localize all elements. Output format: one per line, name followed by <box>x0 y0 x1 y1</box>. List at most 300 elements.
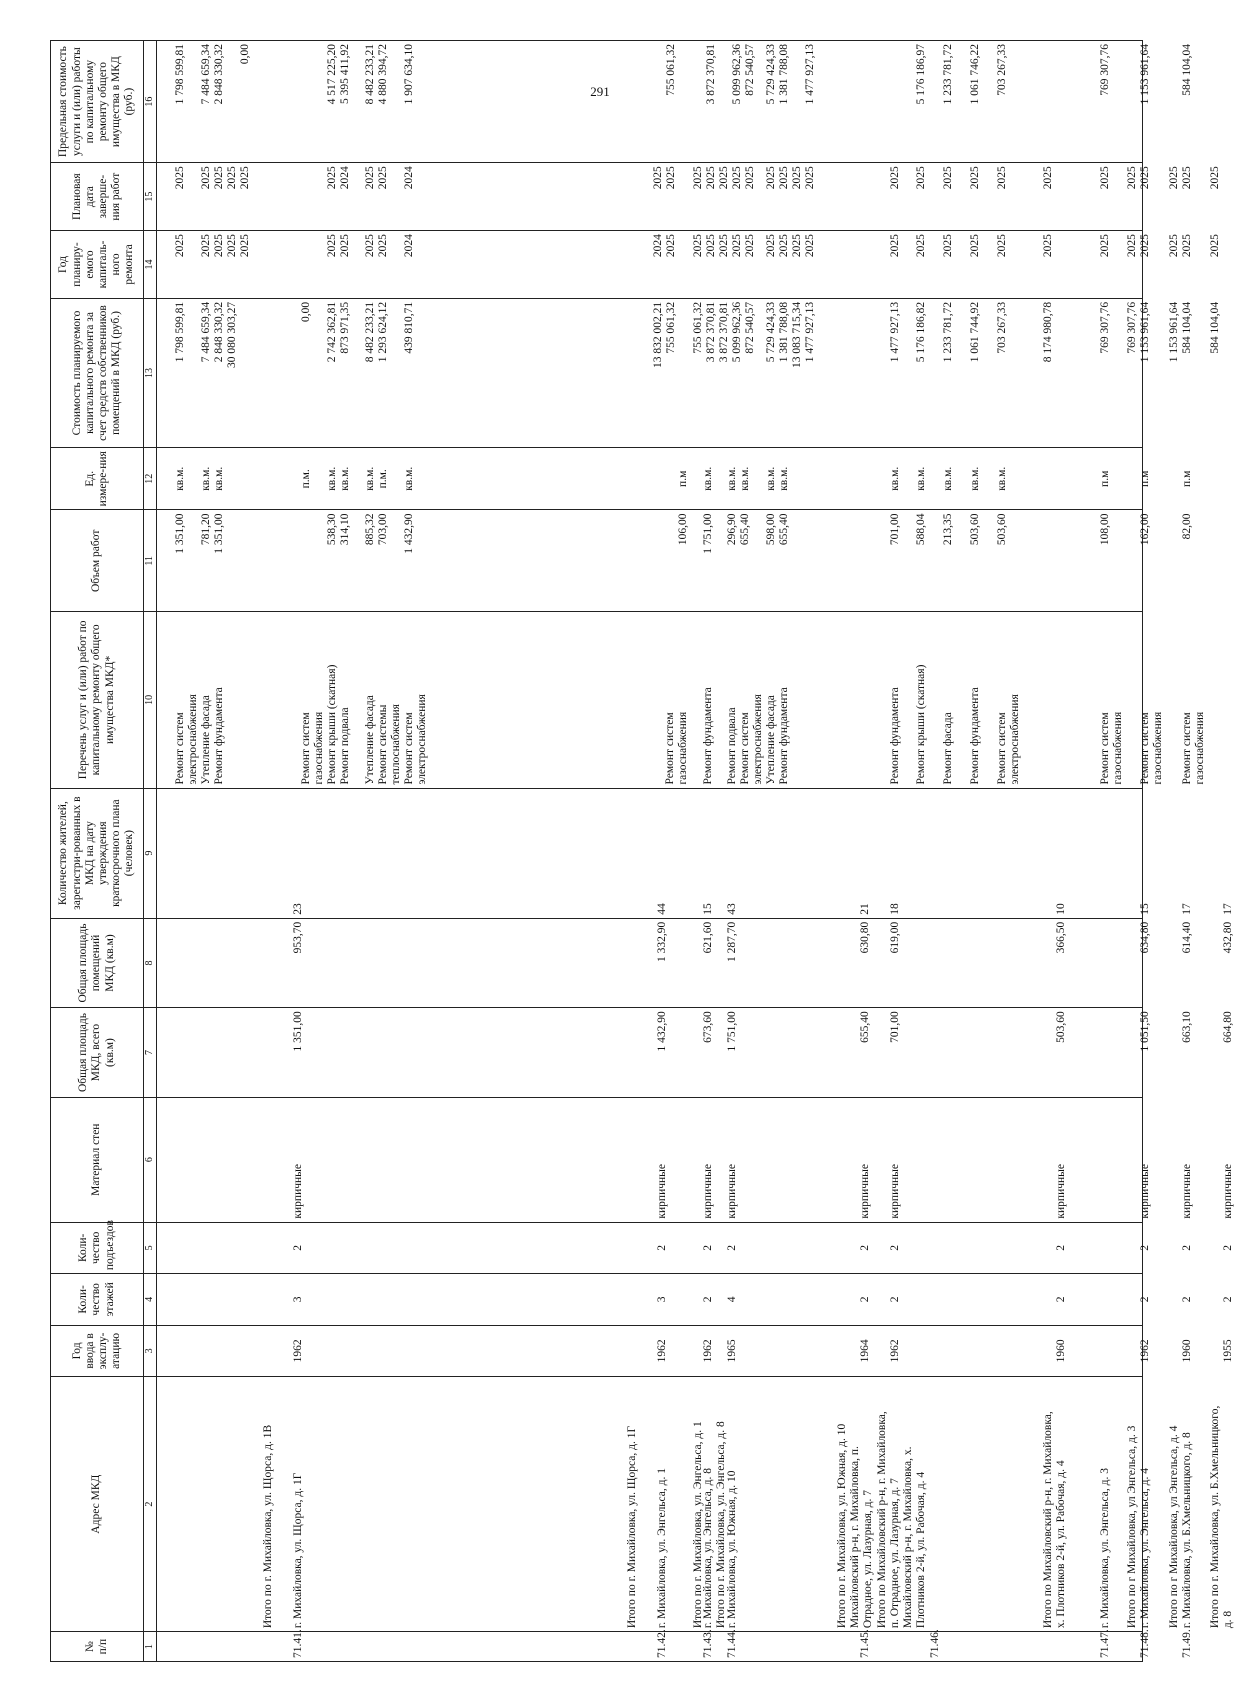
c8-line: 1 332,90 <box>656 921 668 962</box>
c16-line: 584 104,04 <box>1181 44 1193 96</box>
c9-line: 23 <box>292 903 304 915</box>
c2-line: Итого по г Михайловка, ул Энгельса, д. 4 <box>1168 1425 1180 1629</box>
c12-line: кв.м. <box>726 466 738 491</box>
c2-line: Итого по г Михайловка, ул Энгельса, д. 3 <box>1126 1425 1138 1629</box>
c14-line: 2025 <box>1168 234 1180 258</box>
c11-line: 108,00 <box>1099 513 1111 546</box>
c11-line: 1 351,00 <box>174 513 186 554</box>
c9-line: 17 <box>1181 903 1193 915</box>
c10-line: Ремонт систем <box>1099 712 1111 785</box>
table-body-row <box>157 41 1143 1662</box>
c2-line: г. Михайловка, ул. Б.Хмельницкого, д. 8 <box>1181 1432 1193 1629</box>
c7-line: 1 432,90 <box>656 1011 668 1052</box>
column-number: 15 <box>144 163 157 231</box>
c14-line: 2025 <box>364 234 376 258</box>
c11-line: 296,90 <box>726 513 738 546</box>
c16-line: 4 880 394,72 <box>377 44 389 105</box>
column-number: 10 <box>144 612 157 788</box>
c8-line: 634,80 <box>1139 921 1151 954</box>
c1-line: 71.43. <box>702 1629 714 1658</box>
column-number: 5 <box>144 1222 157 1274</box>
c12-line: кв.м. <box>174 466 186 491</box>
c7-line: 655,40 <box>859 1011 871 1043</box>
c10-line: электроснабжения <box>1009 694 1021 785</box>
c11-line: 655,40 <box>739 513 751 546</box>
c3-line: 1962 <box>889 1339 901 1363</box>
c12-line: п.м <box>677 470 689 487</box>
c7-line: 663,10 <box>1181 1011 1193 1043</box>
c11-line: 781,20 <box>200 513 212 546</box>
c2-line: г. Михайловка, ул. Щорса, д. 1Г <box>292 1472 304 1629</box>
c5-line: 2 <box>656 1244 668 1251</box>
c11-line: 82,00 <box>1181 513 1193 540</box>
c10-line: теплоснабжения <box>390 704 402 785</box>
c8-line: 1 287,70 <box>726 921 738 962</box>
c2-line: г. Михайловка, ул. Энгельса, д. 8 <box>702 1467 714 1629</box>
c5-line: 2 <box>726 1244 738 1251</box>
capital-repair-table <box>50 40 1234 1662</box>
col-wall-material-cell <box>157 1097 1234 1222</box>
c14-line: 2025 <box>174 234 186 258</box>
c15-line: 2025 <box>364 166 376 190</box>
c13-line: 2 848 330,32 <box>213 301 225 363</box>
c16-line: 0,00 <box>239 44 251 65</box>
header-cell: Плановая дата заверше-ния работ <box>51 163 144 231</box>
c10-line: электроснабжения <box>416 694 428 785</box>
c4-line: 2 <box>859 1296 871 1303</box>
c11-line: 1 751,00 <box>702 513 714 554</box>
c14-line: 2025 <box>326 234 338 258</box>
c14-line: 2025 <box>942 234 954 258</box>
c14-line: 2025 <box>778 234 790 258</box>
c6-line: кирпичные <box>889 1163 901 1219</box>
c6-line: кирпичные <box>859 1163 871 1219</box>
c6-line: кирпичные <box>1055 1163 1067 1219</box>
c14-line: 2025 <box>718 234 730 258</box>
c6-line: кирпичные <box>702 1163 714 1219</box>
c15-line: 2025 <box>1181 166 1193 190</box>
c12-line: п.м <box>1181 470 1193 487</box>
c9-line: 10 <box>1055 903 1067 915</box>
column-number: 16 <box>144 41 157 163</box>
c1-line: 71.48. <box>1139 1629 1151 1658</box>
c15-line: 2025 <box>377 166 389 190</box>
column-number: 13 <box>144 298 157 447</box>
c16-line: 5 729 424,33 <box>765 44 777 105</box>
c13-line: 1 293 624,12 <box>377 301 389 363</box>
c9-line: 15 <box>702 903 714 915</box>
c4-line: 4 <box>726 1296 738 1303</box>
c10-line: Ремонт систем <box>403 712 415 785</box>
c15-line: 2025 <box>731 166 743 190</box>
c11-line: 1 351,00 <box>213 513 225 554</box>
c13-line: 8 482 233,21 <box>364 301 376 363</box>
c14-line: 2025 <box>1126 234 1138 258</box>
c15-line: 2025 <box>791 166 803 190</box>
c2-line: Отрадное, ул. Лазурная, д. 7 <box>862 1490 874 1629</box>
c3-line: 1965 <box>726 1339 738 1363</box>
c7-line: 664,80 <box>1222 1011 1234 1043</box>
c10-line: Ремонт систем <box>996 712 1008 785</box>
c15-line: 2025 <box>1139 166 1151 190</box>
c10-line: электроснабжения <box>187 694 199 785</box>
c9-line: 44 <box>656 903 668 915</box>
c8-line: 432,80 <box>1222 921 1234 954</box>
c9-line: 15 <box>1139 903 1151 915</box>
c10-line: Ремонт систем <box>664 712 676 785</box>
column-number: 8 <box>144 918 157 1008</box>
c12-line: кв.м. <box>969 466 981 491</box>
c1-line: 71.41. <box>292 1629 304 1658</box>
c12-line: кв.м. <box>364 466 376 491</box>
c11-line: 655,40 <box>778 513 790 546</box>
col-entrances-cell <box>157 1222 1234 1274</box>
c14-line: 2025 <box>791 234 803 258</box>
c14-line: 2025 <box>1042 234 1054 258</box>
c1-line: 71.45. <box>859 1629 871 1658</box>
c11-line: 703,00 <box>377 513 389 546</box>
column-number: 11 <box>144 510 157 612</box>
c12-line: кв.м. <box>213 466 225 491</box>
col-address-cell <box>157 1377 1234 1632</box>
c2-line: Итого по Михайловский р-н, г. Михайловка, <box>876 1411 888 1629</box>
c4-line: 2 <box>1222 1296 1234 1303</box>
c9-line: 43 <box>726 903 738 915</box>
c16-line: 4 517 225,20 <box>326 44 338 105</box>
c14-line: 2025 <box>744 234 756 258</box>
c15-line: 2025 <box>765 166 777 190</box>
c7-line: 1 751,00 <box>726 1011 738 1052</box>
c12-line: кв.м. <box>765 466 777 491</box>
c15-line: 2025 <box>889 166 901 190</box>
c14-line: 2025 <box>226 234 238 258</box>
c13-line: 1 381 788,08 <box>778 301 790 363</box>
c12-line: кв.м. <box>996 466 1008 491</box>
c6-line: кирпичные <box>656 1163 668 1219</box>
c2-line: Итого по Михайловский р-н, г. Михайловка, <box>1042 1411 1054 1629</box>
c15-line: 2025 <box>326 166 338 190</box>
c16-line: 1 381 788,08 <box>778 44 790 105</box>
c5-line: 2 <box>1181 1244 1193 1251</box>
c15-line: 2025 <box>778 166 790 190</box>
column-number: 7 <box>144 1008 157 1098</box>
c1-line: 71.47. <box>1099 1629 1111 1658</box>
c2-line: г. Михайловка, ул. Южная, д. 10 <box>726 1470 738 1629</box>
c2-line: Итого по г. Михайловка, ул. Энгельса, д. 8 <box>715 1421 727 1629</box>
c7-line: 1 051,50 <box>1139 1011 1151 1052</box>
c3-line: 1960 <box>1055 1339 1067 1363</box>
c13-line: 13 083 715,34 <box>791 301 803 368</box>
c3-line: 1962 <box>702 1339 714 1363</box>
c2-line: п. Отрадное, ул. Лазурная, д. 7 <box>889 1478 901 1629</box>
c4-line: 2 <box>1181 1296 1193 1303</box>
c7-line: 503,60 <box>1055 1011 1067 1043</box>
c10-line: Ремонт крыши (скатная) <box>326 664 338 785</box>
c10-line: Ремонт фундамента <box>889 687 901 785</box>
c14-line: 2025 <box>239 234 251 258</box>
c4-line: 3 <box>656 1296 668 1303</box>
col-cost-cell <box>157 298 1221 447</box>
c11-line: 162,00 <box>1139 513 1151 546</box>
c9-line: 21 <box>859 903 871 915</box>
column-number: 1 <box>144 1632 157 1662</box>
column-number-row <box>144 41 157 1662</box>
c15-line: 2025 <box>665 166 677 190</box>
c10-line: Ремонт системы <box>377 704 389 785</box>
c10-line: Ремонт подвала <box>339 707 351 785</box>
col-number-cell <box>157 1629 1193 1662</box>
c10-line: газоснабжения <box>1112 711 1124 785</box>
header-cell: № п/п <box>51 1632 144 1662</box>
c13-line: 1 477 927,13 <box>804 301 816 363</box>
column-number: 3 <box>144 1325 157 1377</box>
c13-line: 873 971,35 <box>339 301 351 354</box>
c12-line: п.м <box>1139 470 1151 487</box>
c12-line: кв.м. <box>778 466 790 491</box>
c13-line: 584 104,04 <box>1209 301 1221 354</box>
c11-line: 1 432,90 <box>403 513 415 554</box>
c15-line: 2025 <box>174 166 186 190</box>
c10-line: газоснабжения <box>677 711 689 785</box>
c14-line: 2024 <box>652 234 664 258</box>
c16-line: 769 307,76 <box>1099 44 1111 96</box>
c11-line: 538,30 <box>326 513 338 546</box>
c15-line: 2025 <box>996 166 1008 190</box>
c3-line: 1964 <box>859 1339 871 1363</box>
c14-line: 2025 <box>705 234 717 258</box>
c10-line: Утепление фасада <box>364 695 376 785</box>
c2-line: х. Плотников 2-й, ул. Рабочая, д. 4 <box>1055 1460 1067 1629</box>
c12-line: п.м. <box>300 469 312 489</box>
c15-line: 2025 <box>239 166 251 190</box>
c12-line: кв.м. <box>403 466 415 491</box>
c5-line: 2 <box>859 1244 871 1251</box>
c10-line: газоснабжения <box>1194 711 1206 785</box>
header-cell: Общая площадь МКД, всего (кв.м) <box>51 1008 144 1098</box>
c14-line: 2025 <box>200 234 212 258</box>
c10-line: Ремонт фундамента <box>778 687 790 785</box>
c10-line: Ремонт систем <box>739 712 751 785</box>
c16-line: 5 176 186,97 <box>915 44 927 105</box>
c1-line: 71.46. <box>929 1629 941 1658</box>
c13-line: 1 477 927,13 <box>889 301 901 363</box>
c10-line: Ремонт фундамента <box>213 687 225 785</box>
c13-line: 1 153 961,64 <box>1139 301 1151 363</box>
c13-line: 8 174 980,78 <box>1042 301 1054 363</box>
c12-line: кв.м. <box>915 466 927 491</box>
c10-line: электроснабжения <box>752 694 764 785</box>
c2-line: Михайловский р-н, г. Михайловка, п. <box>849 1446 861 1629</box>
c12-line: п.м. <box>377 469 389 489</box>
c13-line: 755 061,32 <box>692 301 704 354</box>
c15-line: 2025 <box>200 166 212 190</box>
c10-line: Ремонт фундамента <box>702 687 714 785</box>
header-cell: Год планиру-емого капиталь-ного ремонта <box>51 231 144 299</box>
c3-line: 1955 <box>1222 1339 1234 1363</box>
c10-line: Ремонт крыши (скатная) <box>915 664 927 785</box>
c13-line: 769 307,76 <box>1126 301 1138 354</box>
c10-line: Утепление фасада <box>200 695 212 785</box>
c7-line: 701,00 <box>889 1011 901 1043</box>
header-row <box>51 41 144 1662</box>
column-number: 14 <box>144 231 157 299</box>
c16-line: 1 798 599,81 <box>174 44 186 105</box>
c13-line: 3 872 370,81 <box>718 301 730 363</box>
c16-line: 5 395 411,92 <box>339 44 351 104</box>
c12-line: кв.м. <box>702 466 714 491</box>
header-cell: Материал стен <box>51 1097 144 1222</box>
c15-line: 2025 <box>942 166 954 190</box>
c16-line: 703 267,33 <box>996 44 1008 96</box>
header-cell: Ед. измере-ния <box>51 448 144 510</box>
c15-line: 2024 <box>403 166 415 190</box>
c16-line: 1 153 961,64 <box>1139 44 1151 105</box>
column-number: 9 <box>144 788 157 918</box>
c14-line: 2025 <box>1139 234 1151 258</box>
c15-line: 2025 <box>969 166 981 190</box>
c2-line: г. Михайловка, ул. Энгельса, д. 3 <box>1099 1467 1111 1629</box>
c10-line: Ремонт систем <box>1139 712 1151 785</box>
column-number: 2 <box>144 1377 157 1632</box>
c2-line: Итого по г. Михайловка, ул. Б.Хмельницкого, <box>1209 1405 1221 1629</box>
c5-line: 2 <box>292 1244 304 1251</box>
c6-line: кирпичные <box>1181 1163 1193 1219</box>
c2-line: г. Михайловка, ул. Энгельса, д. 1 <box>656 1467 668 1629</box>
c15-line: 2025 <box>1168 166 1180 190</box>
c16-line: 1 061 746,22 <box>969 44 981 105</box>
c10-line: Ремонт систем <box>1181 712 1193 785</box>
c6-line: кирпичные <box>726 1163 738 1219</box>
rotated-table-sheet <box>50 40 1234 1662</box>
c10-line: Ремонт систем <box>174 712 186 785</box>
col-year-cell <box>157 1325 1234 1377</box>
c11-line: 503,60 <box>996 513 1008 546</box>
header-cell: Количество жителей, зарегистри-рованных в МКД на дату утверждения краткосрочного плана (человек) <box>51 788 144 918</box>
c2-line: Итого по г. Михайловка, ул. Щорса, д. 1Г <box>626 1425 638 1629</box>
c14-line: 2025 <box>1209 234 1221 258</box>
c11-line: 701,00 <box>889 513 901 546</box>
c14-line: 2024 <box>403 234 415 258</box>
c13-line: 7 484 659,34 <box>200 301 212 363</box>
header-cell: Год ввода в эксплу-атацию <box>51 1325 144 1377</box>
col-unit-cell <box>157 448 1193 510</box>
c15-line: 2025 <box>652 166 664 190</box>
c14-line: 2025 <box>377 234 389 258</box>
c6-line: кирпичные <box>1222 1163 1234 1219</box>
c1-line: 71.42. <box>656 1629 668 1658</box>
c14-line: 2025 <box>889 234 901 258</box>
c11-line: 598,00 <box>765 513 777 546</box>
col-residents-cell <box>157 788 1234 918</box>
c15-line: 2025 <box>1099 166 1111 190</box>
c13-line: 13 832 002,21 <box>652 301 664 368</box>
c2-line: Итого по г. Михайловка, ул. Южная, д. 10 <box>836 1423 848 1629</box>
c16-line: 3 872 370,81 <box>705 44 717 105</box>
header-cell: Коли-чество подъездов <box>51 1222 144 1274</box>
c1-line: 71.44. <box>726 1629 738 1658</box>
c16-line: 755 061,32 <box>665 44 677 96</box>
c11-line: 503,60 <box>969 513 981 546</box>
c4-line: 2 <box>889 1296 901 1303</box>
c14-line: 2025 <box>804 234 816 258</box>
c3-line: 1962 <box>1139 1339 1151 1363</box>
c10-line: Ремонт фасада <box>942 712 954 785</box>
c13-line: 1 153 961,64 <box>1168 301 1180 363</box>
c2-line: г. Михайловка, ул. Энгельса, д. 4 <box>1139 1467 1151 1629</box>
c13-line: 3 872 370,81 <box>705 301 717 363</box>
c15-line: 2025 <box>718 166 730 190</box>
c5-line: 2 <box>1055 1244 1067 1251</box>
c9-line: 18 <box>889 903 901 915</box>
c15-line: 2025 <box>1209 166 1221 190</box>
c16-line: 7 484 659,34 <box>200 44 212 105</box>
c15-line: 2025 <box>1126 166 1138 190</box>
c13-line: 439 810,71 <box>403 301 415 354</box>
c11-line: 106,00 <box>677 513 689 546</box>
column-number: 4 <box>144 1274 157 1326</box>
c2-line: Итого по г. Михайловка, ул. Щорса, д. 1В <box>262 1424 274 1629</box>
c15-line: 2024 <box>339 166 351 190</box>
c5-line: 2 <box>889 1244 901 1251</box>
c7-line: 673,60 <box>702 1011 714 1043</box>
c2-line: Итого по г. Михайловка, ул. Энгельса, д. 1 <box>692 1421 704 1629</box>
c13-line: 1 798 599,81 <box>174 301 186 363</box>
c8-line: 366,50 <box>1055 921 1067 954</box>
c8-line: 953,70 <box>292 921 304 954</box>
header-cell: Адрес МКД <box>51 1377 144 1632</box>
column-number: 6 <box>144 1097 157 1222</box>
c3-line: 1960 <box>1181 1339 1193 1363</box>
c16-line: 872 540,57 <box>744 44 756 96</box>
col-floors-cell <box>157 1274 1234 1326</box>
c11-line: 314,10 <box>339 513 351 546</box>
c15-line: 2025 <box>1042 166 1054 190</box>
page-number: 291 <box>590 84 610 99</box>
c6-line: кирпичные <box>292 1163 304 1219</box>
c4-line: 2 <box>1139 1296 1151 1303</box>
c5-line: 2 <box>1222 1244 1234 1251</box>
c16-line: 5 099 962,36 <box>731 44 743 105</box>
c16-line: 1 233 781,72 <box>942 44 954 105</box>
c13-line: 5 099 962,36 <box>731 301 743 363</box>
c15-line: 2025 <box>804 166 816 190</box>
header-cell: Объем работ <box>51 510 144 612</box>
c13-line: 5 729 424,33 <box>765 301 777 363</box>
c8-line: 630,80 <box>859 921 871 954</box>
header-cell: Коли-чество этажей <box>51 1274 144 1326</box>
c9-line: 17 <box>1222 903 1234 915</box>
c13-line: 1 061 744,92 <box>969 301 981 363</box>
c14-line: 2025 <box>765 234 777 258</box>
col-max-cost-cell <box>157 41 1193 163</box>
column-number: 12 <box>144 448 157 510</box>
c15-line: 2025 <box>226 166 238 190</box>
header-cell: Предельная стоимость услуги и (или) работы по капитальному ремонту общего имущества в МКД (руб.) <box>51 41 144 163</box>
c10-line: Ремонт подвала <box>726 707 738 785</box>
c10-line: Утепление фасада <box>765 695 777 785</box>
c1-line: 71.49. <box>1181 1629 1193 1658</box>
c13-line: 0,00 <box>300 301 312 322</box>
col-premises-area-cell <box>157 918 1234 1008</box>
c13-line: 584 104,04 <box>1181 301 1193 354</box>
c16-line: 8 482 233,21 <box>364 44 376 105</box>
c15-line: 2025 <box>692 166 704 190</box>
c4-line: 2 <box>1055 1296 1067 1303</box>
c14-line: 2025 <box>969 234 981 258</box>
c11-line: 213,35 <box>942 513 954 546</box>
c14-line: 2025 <box>731 234 743 258</box>
col-volume-cell <box>157 510 1193 612</box>
